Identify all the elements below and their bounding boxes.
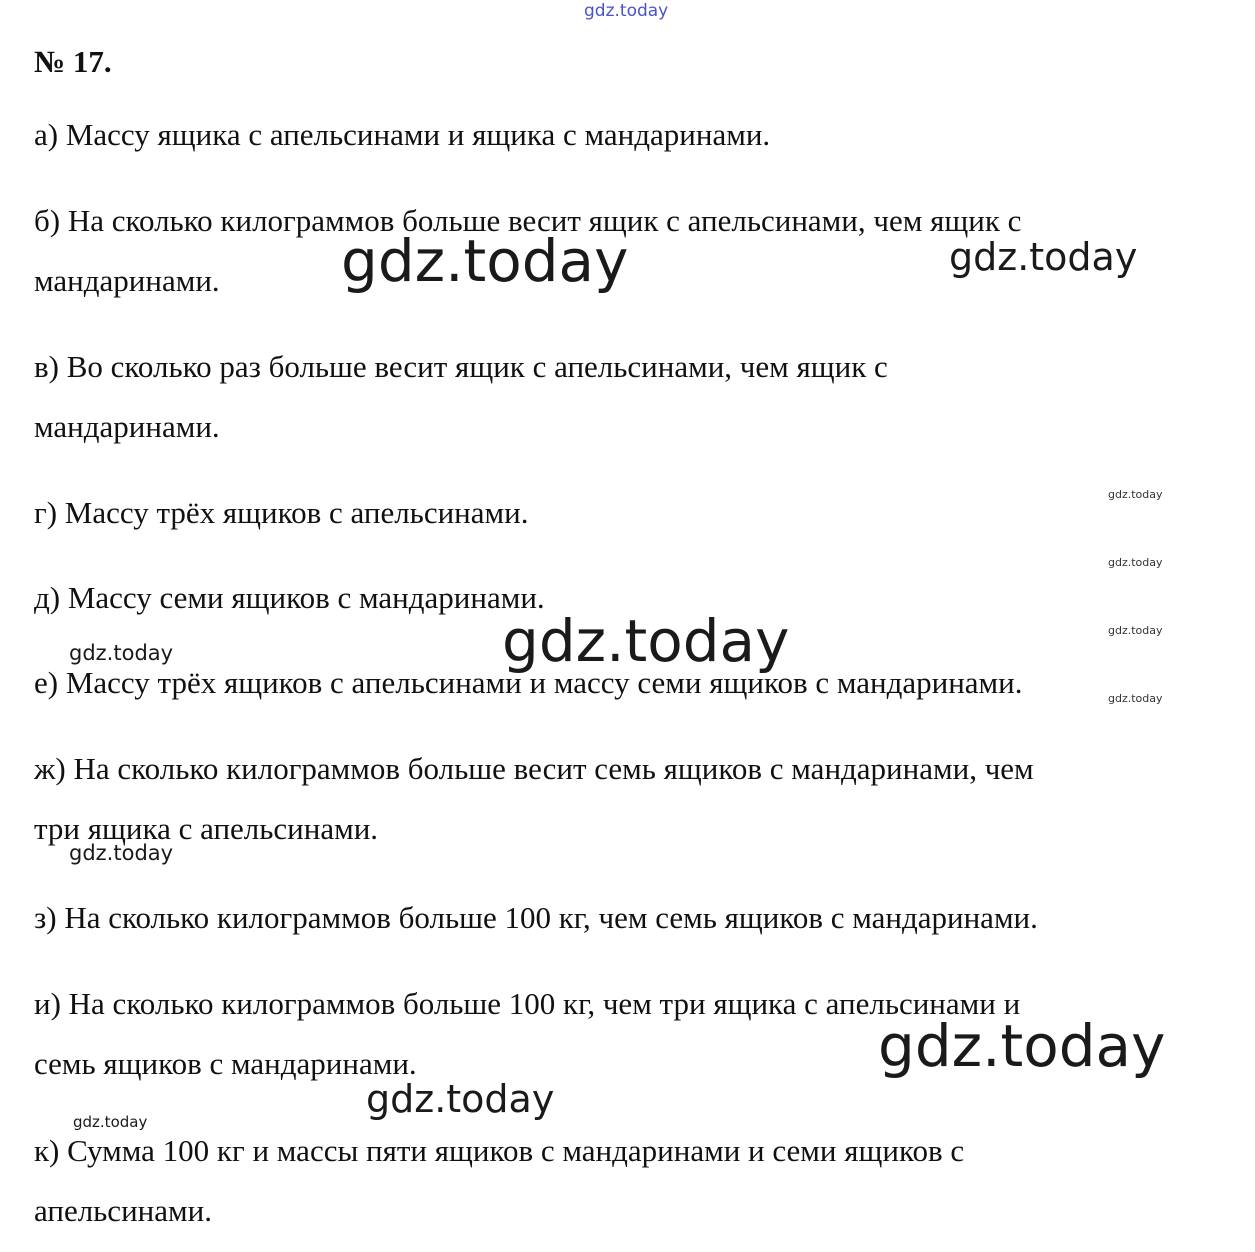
watermark-small-2: gdz.today [69, 841, 174, 865]
watermark-medium-1: gdz.today [949, 235, 1138, 279]
watermark-small-3: gdz.today [73, 1113, 148, 1131]
watermark-tiny-3: gdz.today [1108, 624, 1163, 637]
item-k-line-2: апельсинами. [34, 1193, 212, 1228]
watermark-medium-2: gdz.today [366, 1077, 555, 1121]
item-zh-line-1: ж) На сколько килограммов больше весит семь ящиков с мандаринами, чем [34, 751, 1034, 786]
item-g-line-1: г) Массу трёх ящиков с апельсинами. [34, 495, 529, 530]
item-b-line-2: мандаринами. [34, 263, 220, 298]
item-v-line-1: в) Во сколько раз больше весит ящик с апельсинами, чем ящик с [34, 349, 888, 384]
watermark-tiny-4: gdz.today [1108, 692, 1163, 705]
item-i-line-2: семь ящиков с мандаринами. [34, 1046, 417, 1081]
item-zh-line-2: три ящика с апельсинами. [34, 811, 379, 846]
watermark-large-1: gdz.today [341, 227, 629, 295]
watermark-small-1: gdz.today [69, 641, 174, 665]
item-a-line-1: а) Массу ящика с апельсинами и ящика с мандаринами. [34, 117, 771, 152]
item-d-line-1: д) Массу семи ящиков с мандаринами. [34, 580, 545, 615]
item-e-line-1: е) Массу трёх ящиков с апельсинами и массу семи ящиков с мандаринами. [34, 665, 1023, 700]
watermark-top: gdz.today [584, 1, 669, 21]
item-v-line-2: мандаринами. [34, 409, 220, 444]
watermark-large-3: gdz.today [878, 1012, 1166, 1080]
exercise-heading: № 17. [34, 44, 112, 79]
watermark-large-2: gdz.today [502, 607, 790, 675]
item-b-line-1: б) На сколько килограммов больше весит ящик с апельсинами, чем ящик с [34, 203, 1022, 238]
item-z-line-1: з) На сколько килограммов больше 100 кг, чем семь ящиков с мандаринами. [34, 900, 1038, 935]
item-k-line-1: к) Сумма 100 кг и массы пяти ящиков с мандаринами и семи ящиков с [34, 1133, 965, 1168]
watermark-tiny-1: gdz.today [1108, 488, 1163, 501]
item-i-line-1: и) На сколько килограммов больше 100 кг, чем три ящика с апельсинами и [34, 986, 1021, 1021]
watermark-tiny-2: gdz.today [1108, 556, 1163, 569]
